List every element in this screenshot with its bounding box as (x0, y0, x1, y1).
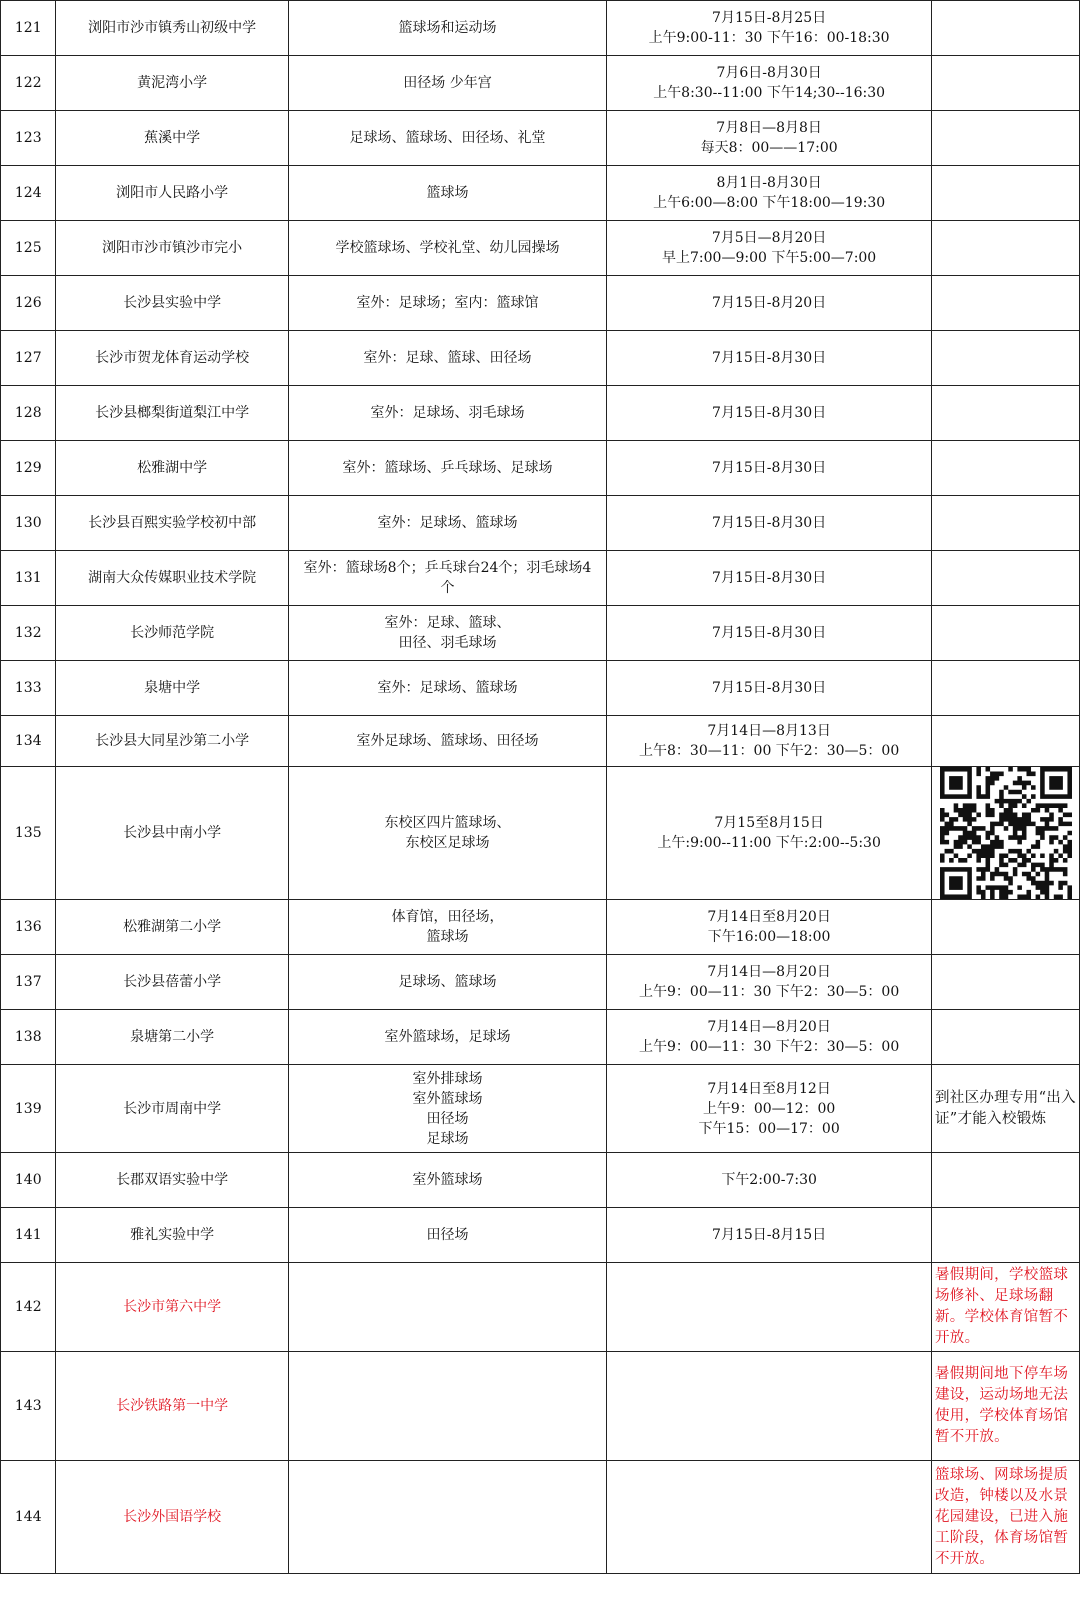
row-number: 140 (1, 1153, 56, 1208)
remark (931, 276, 1079, 331)
row-number: 133 (1, 661, 56, 716)
venue-list: 田径场 (288, 1208, 607, 1263)
open-time: 7月15日-8月30日 (607, 386, 932, 441)
open-time: 7月15日-8月30日 (607, 551, 932, 606)
school-name: 长沙县中南小学 (56, 767, 288, 900)
school-name: 长沙铁路第一中学 (56, 1352, 288, 1461)
venue-list (288, 1263, 607, 1352)
school-name: 浏阳市沙市镇秀山初级中学 (56, 1, 288, 56)
school-name: 长沙县大同星沙第二小学 (56, 716, 288, 767)
row-number: 137 (1, 955, 56, 1010)
table-row (1, 1208, 1080, 1263)
row-number: 139 (1, 1065, 56, 1153)
remark (931, 111, 1079, 166)
school-name: 黄泥湾小学 (56, 56, 288, 111)
school-name: 长沙市贺龙体育运动学校 (56, 331, 288, 386)
table-row (1, 1010, 1080, 1065)
table-row (1, 955, 1080, 1010)
venue-list: 室外：足球场、篮球场 (288, 496, 607, 551)
school-name: 蕉溪中学 (56, 111, 288, 166)
school-name: 泉塘第二小学 (56, 1010, 288, 1065)
school-name: 长郡双语实验中学 (56, 1153, 288, 1208)
row-number: 143 (1, 1352, 56, 1461)
remark: 篮球场、网球场提质改造，钟楼以及水景花园建设，已进入施工阶段，体育场馆暂不开放。 (931, 1461, 1079, 1574)
open-time: 7月15日-8月15日 (607, 1208, 932, 1263)
row-number: 122 (1, 56, 56, 111)
venue-list: 室外篮球场 (288, 1153, 607, 1208)
open-time: 7月15日-8月25日 上午9:00-11：30 下午16：00-18:30 (607, 1, 932, 56)
table-body (1, 1, 1080, 1574)
row-number: 144 (1, 1461, 56, 1574)
open-time: 7月15日-8月20日 (607, 276, 932, 331)
remark (931, 661, 1079, 716)
open-time (607, 1263, 932, 1352)
remark (931, 1153, 1079, 1208)
remark: 暑假期间，学校篮球场修补、足球场翻新。学校体育馆暂不开放。 (931, 1263, 1079, 1352)
open-time: 7月15日-8月30日 (607, 331, 932, 386)
school-name: 松雅湖中学 (56, 441, 288, 496)
remark (931, 441, 1079, 496)
school-name: 长沙市周南中学 (56, 1065, 288, 1153)
school-name: 雅礼实验中学 (56, 1208, 288, 1263)
venue-list: 东校区四片篮球场、 东校区足球场 (288, 767, 607, 900)
table-row (1, 661, 1080, 716)
remark (931, 56, 1079, 111)
row-number: 132 (1, 606, 56, 661)
row-number: 141 (1, 1208, 56, 1263)
table-row (1, 716, 1080, 767)
table-row (1, 331, 1080, 386)
venue-list: 田径场 少年宫 (288, 56, 607, 111)
venue-list: 室外：足球场；室内：篮球馆 (288, 276, 607, 331)
open-time (607, 1352, 932, 1461)
row-number: 138 (1, 1010, 56, 1065)
remark (931, 767, 1079, 900)
table-row (1, 496, 1080, 551)
school-name: 长沙县实验中学 (56, 276, 288, 331)
table-row (1, 606, 1080, 661)
open-time: 7月5日—8月20日 早上7:00—9:00 下午5:00—7:00 (607, 221, 932, 276)
row-number: 126 (1, 276, 56, 331)
venue-list: 室外：足球、篮球、田径场 (288, 331, 607, 386)
remark (931, 166, 1079, 221)
venue-list: 室外：足球、篮球、 田径、羽毛球场 (288, 606, 607, 661)
open-time: 7月15至8月15日 上午:9:00--11:00 下午:2:00--5:30 (607, 767, 932, 900)
school-name: 长沙县蓓蕾小学 (56, 955, 288, 1010)
venue-list: 篮球场和运动场 (288, 1, 607, 56)
remark (931, 551, 1079, 606)
remark (931, 386, 1079, 441)
open-time: 7月15日-8月30日 (607, 496, 932, 551)
table-row (1, 276, 1080, 331)
venue-list: 体育馆，田径场， 篮球场 (288, 900, 607, 955)
row-number: 130 (1, 496, 56, 551)
table-row (1, 1352, 1080, 1461)
row-number: 128 (1, 386, 56, 441)
remark (931, 606, 1079, 661)
open-time: 7月15日-8月30日 (607, 661, 932, 716)
open-time: 7月8日—8月8日 每天8：00——17:00 (607, 111, 932, 166)
venue-list: 室外篮球场，足球场 (288, 1010, 607, 1065)
open-time (607, 1461, 932, 1574)
venue-list: 室外足球场、篮球场、田径场 (288, 716, 607, 767)
school-name: 长沙外国语学校 (56, 1461, 288, 1574)
remark (931, 955, 1079, 1010)
venue-list (288, 1461, 607, 1574)
row-number: 131 (1, 551, 56, 606)
school-name: 泉塘中学 (56, 661, 288, 716)
row-number: 129 (1, 441, 56, 496)
remark (931, 1010, 1079, 1065)
row-number: 134 (1, 716, 56, 767)
remark (931, 496, 1079, 551)
open-time: 下午2:00-7:30 (607, 1153, 932, 1208)
row-number: 121 (1, 1, 56, 56)
remark (931, 1, 1079, 56)
table-row (1, 166, 1080, 221)
venue-list: 篮球场 (288, 166, 607, 221)
table-row (1, 1065, 1080, 1153)
remark (931, 716, 1079, 767)
remark: 暑假期间地下停车场建设，运动场地无法使用，学校体育场馆暂不开放。 (931, 1352, 1079, 1461)
row-number: 127 (1, 331, 56, 386)
venue-list: 室外：篮球场、乒乓球场、足球场 (288, 441, 607, 496)
remark: 到社区办理专用“出入证”才能入校锻炼 (931, 1065, 1079, 1153)
school-name: 湖南大众传媒职业技术学院 (56, 551, 288, 606)
school-name: 松雅湖第二小学 (56, 900, 288, 955)
table-row (1, 900, 1080, 955)
table-row (1, 386, 1080, 441)
qr-code-icon (940, 767, 1072, 899)
venue-list: 足球场、篮球场、田径场、礼堂 (288, 111, 607, 166)
open-time: 8月1日-8月30日 上午6:00—8:00 下午18:00—19:30 (607, 166, 932, 221)
school-name: 浏阳市沙市镇沙市完小 (56, 221, 288, 276)
venue-list: 室外排球场 室外篮球场 田径场 足球场 (288, 1065, 607, 1153)
venue-list: 室外：足球场、羽毛球场 (288, 386, 607, 441)
remark (931, 331, 1079, 386)
open-time: 7月14日至8月20日 下午16:00—18:00 (607, 900, 932, 955)
row-number: 123 (1, 111, 56, 166)
row-number: 125 (1, 221, 56, 276)
table-row (1, 551, 1080, 606)
venue-list: 室外：足球场、篮球场 (288, 661, 607, 716)
school-name: 浏阳市人民路小学 (56, 166, 288, 221)
school-name: 长沙市第六中学 (56, 1263, 288, 1352)
open-time: 7月14日—8月20日 上午9：00—11：30 下午2：30—5：00 (607, 955, 932, 1010)
table-row (1, 1461, 1080, 1574)
venue-list (288, 1352, 607, 1461)
open-time: 7月6日-8月30日 上午8:30--11:00 下午14;30--16:30 (607, 56, 932, 111)
venue-list: 室外：篮球场8个；乒乓球台24个；羽毛球场4 个 (288, 551, 607, 606)
venue-list: 足球场、篮球场 (288, 955, 607, 1010)
table-row (1, 1153, 1080, 1208)
school-name: 长沙县榔梨街道梨江中学 (56, 386, 288, 441)
open-time: 7月14日—8月20日 上午9：00—11：30 下午2：30—5：00 (607, 1010, 932, 1065)
open-time: 7月15日-8月30日 (607, 606, 932, 661)
school-name: 长沙师范学院 (56, 606, 288, 661)
row-number: 142 (1, 1263, 56, 1352)
open-time: 7月15日-8月30日 (607, 441, 932, 496)
table-row (1, 441, 1080, 496)
remark (931, 221, 1079, 276)
row-number: 135 (1, 767, 56, 900)
school-name: 长沙县百熙实验学校初中部 (56, 496, 288, 551)
remark (931, 900, 1079, 955)
open-time: 7月14日—8月13日 上午8：30—11：00 下午2：30—5：00 (607, 716, 932, 767)
table-row (1, 1263, 1080, 1352)
table-row (1, 767, 1080, 900)
row-number: 124 (1, 166, 56, 221)
row-number: 136 (1, 900, 56, 955)
table-row (1, 221, 1080, 276)
table-row (1, 111, 1080, 166)
table-row (1, 56, 1080, 111)
venue-list: 学校篮球场、学校礼堂、幼儿园操场 (288, 221, 607, 276)
table-row (1, 1, 1080, 56)
remark (931, 1208, 1079, 1263)
open-time: 7月14日至8月12日 上午9：00—12：00 下午15：00—17：00 (607, 1065, 932, 1153)
